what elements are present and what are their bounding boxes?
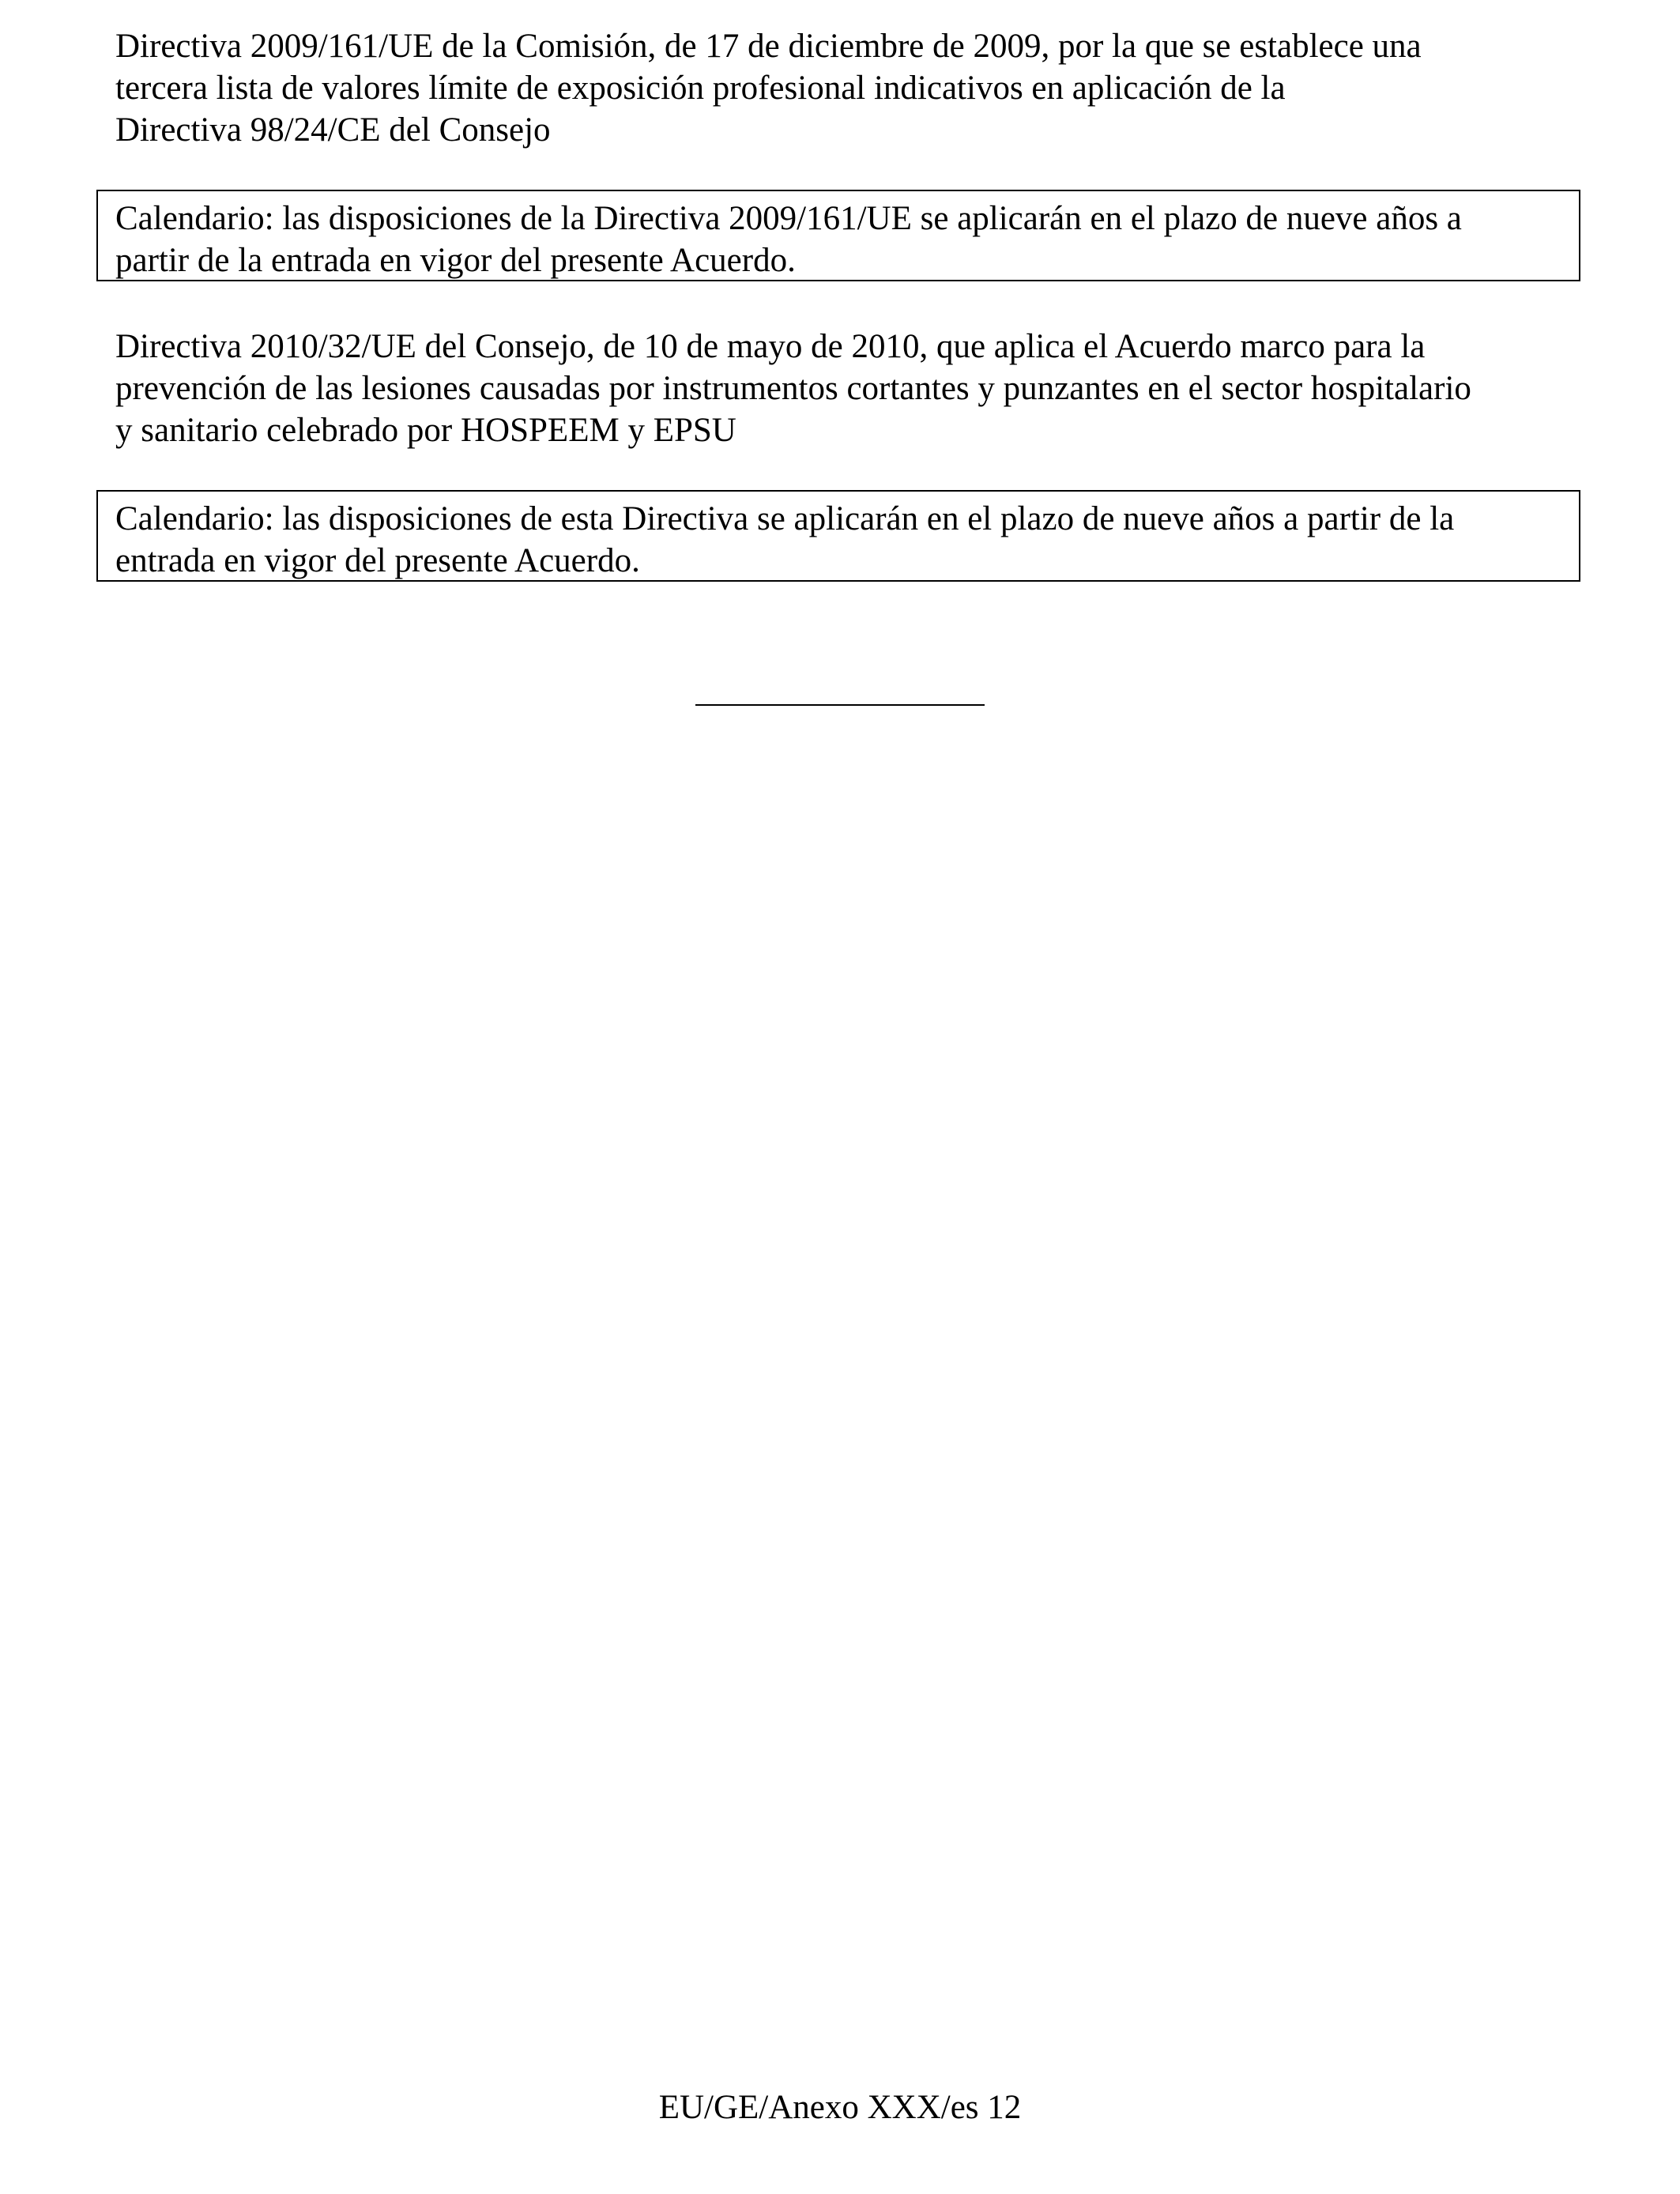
text-line: y sanitario celebrado por HOSPEEM y EPSU: [115, 412, 736, 449]
text-line: partir de la entrada en vigor del presente Acuerdo.: [115, 242, 796, 279]
page-footer: EU/GE/Anexo XXX/es 12: [658, 2089, 1022, 2126]
directive-2010-32-title: [115, 326, 1601, 451]
end-separator-line: [695, 704, 985, 706]
text-line: tercera lista de valores límite de exposición profesional indicativos en aplicación de la: [115, 70, 1286, 107]
text-line: Calendario: las disposiciones de esta Directiva se aplicarán en el plazo de nueve años a partir de la: [115, 500, 1455, 537]
text-line: prevención de las lesiones causadas por instrumentos cortantes y punzantes en el sector hospitalario: [115, 370, 1471, 407]
calendar-box-2009-161: [96, 190, 1580, 281]
calendar-box-2010-32: [96, 490, 1580, 582]
directive-2009-161-title: [115, 25, 1601, 151]
text-line: Calendario: las disposiciones de la Directiva 2009/161/UE se aplicarán en el plazo de nueve años a: [115, 200, 1462, 237]
text-line: Directiva 2009/161/UE de la Comisión, de 17 de diciembre de 2009, por la que se establece una: [115, 28, 1422, 65]
text-line: entrada en vigor del presente Acuerdo.: [115, 542, 640, 579]
text-line: Directiva 2010/32/UE del Consejo, de 10 de mayo de 2010, que aplica el Acuerdo marco para la: [115, 328, 1426, 365]
text-line: Directiva 98/24/CE del Consejo: [115, 111, 551, 149]
